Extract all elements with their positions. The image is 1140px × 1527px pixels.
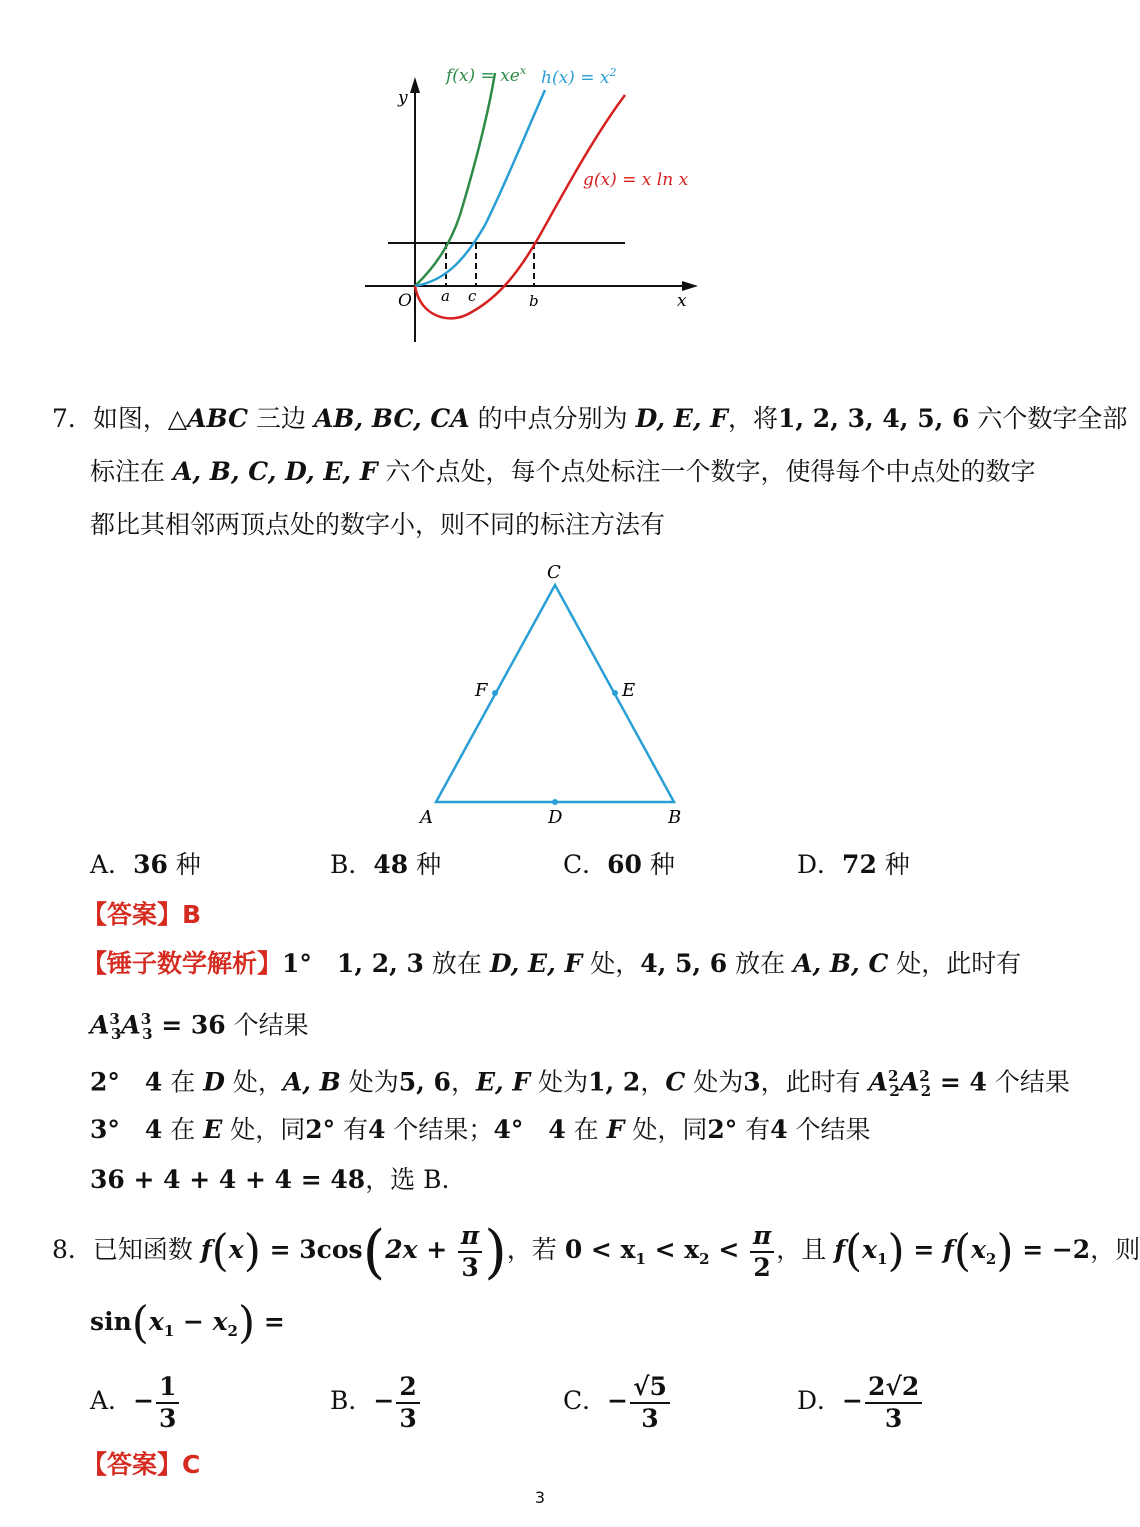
point-e xyxy=(612,690,618,696)
triangle-figure xyxy=(410,555,700,835)
point-d xyxy=(552,799,558,805)
q8-option-c: C．− $\frac{√5}{3}$ xyxy=(563,1366,672,1436)
axis-y-label: y xyxy=(398,88,408,108)
label-f: $f(x) = xe^x$ xyxy=(446,64,527,86)
q7-line-3: 都比其相邻两顶点处的数字小，则不同的标注方法有 xyxy=(90,510,666,539)
point-b-label: b xyxy=(529,292,539,310)
q8-line-1: 8．已知函数 f(x) = 3cos(2x + $\frac{\pi}{3}$ )，若 $0 < x_1 < x_2$ < $\frac{\pi}{2}$ ，且 $f(x_1) = f(x_2) = -2$，则 xyxy=(52,1217,1140,1286)
label-a: A xyxy=(420,807,433,828)
label-h: $h(x) = x^2$ xyxy=(541,66,617,88)
triangle-abc xyxy=(436,585,674,802)
label-g: g(x) = x ln x xyxy=(583,170,689,190)
q7-analysis-3: 2° 4 在 D 处，A, B 处为5, 6，E, F 处为1, 2，C 处为3，此时有 $A^2_2A^2_2 = 4$ 个结果 xyxy=(90,1067,1070,1101)
label-f-pt: F xyxy=(475,680,488,701)
label-c: C xyxy=(547,562,561,583)
point-f xyxy=(492,690,498,696)
point-c-label: c xyxy=(468,287,477,305)
q8-option-b: B．− $\frac{2}{3}$ xyxy=(330,1366,422,1436)
q7-option-a: A．36 种 xyxy=(90,850,201,879)
q7-answer: 【答案】B xyxy=(82,900,202,929)
label-e: E xyxy=(622,680,636,701)
label-b: B xyxy=(668,807,682,828)
q7-option-d: D．72 种 xyxy=(797,850,910,879)
point-a-label: a xyxy=(441,287,450,305)
x-axis-arrow xyxy=(682,281,698,291)
q7-analysis-5: 36 + 4 + 4 + 4 = 48，选 B. xyxy=(90,1165,450,1194)
q7-option-b: B．48 种 xyxy=(330,850,442,879)
y-axis-arrow xyxy=(410,77,420,93)
q8-option-d: D．− $\frac{2√2}{3}$ xyxy=(797,1366,924,1436)
q7-line-2: 标注在 A, B, C, D, E, F 六个点处，每个点处标注一个数字，使得每个中点处的数字 xyxy=(90,457,1036,486)
q7-analysis-2: $A^3_3A^3_3 = 36$ 个结果 xyxy=(90,1010,309,1044)
origin-label: O xyxy=(398,291,412,311)
curve-f xyxy=(415,73,495,286)
page-number: 3 xyxy=(534,1488,546,1507)
q7-option-c: C．60 种 xyxy=(563,850,675,879)
q8-answer: 【答案】C xyxy=(82,1450,201,1479)
label-d: D xyxy=(548,807,563,828)
q8-option-a: A．− $\frac{1}{3}$ xyxy=(90,1366,181,1436)
q7-analysis-4: 3° 4 在 E 处，同2° 有4 个结果；4° 4 在 F 处，同2° 有4 个结果 xyxy=(90,1115,871,1144)
function-graph-figure xyxy=(360,55,710,350)
axis-x-label: x xyxy=(677,291,687,311)
q8-line-2: $\sin(x_1 - x_2)$ = xyxy=(90,1297,285,1349)
q7-analysis-1: 【锤子数学解析】1° 1, 2, 3 放在 D, E, F 处，4, 5, 6 放在 A, B, C 处，此时有 xyxy=(82,949,1022,978)
q7-line-1: 7．如图，△ABC 三边 AB, BC, CA 的中点分别为 D, E, F，将1, 2, 3, 4, 5, 6 六个数字全部 xyxy=(52,404,1128,433)
